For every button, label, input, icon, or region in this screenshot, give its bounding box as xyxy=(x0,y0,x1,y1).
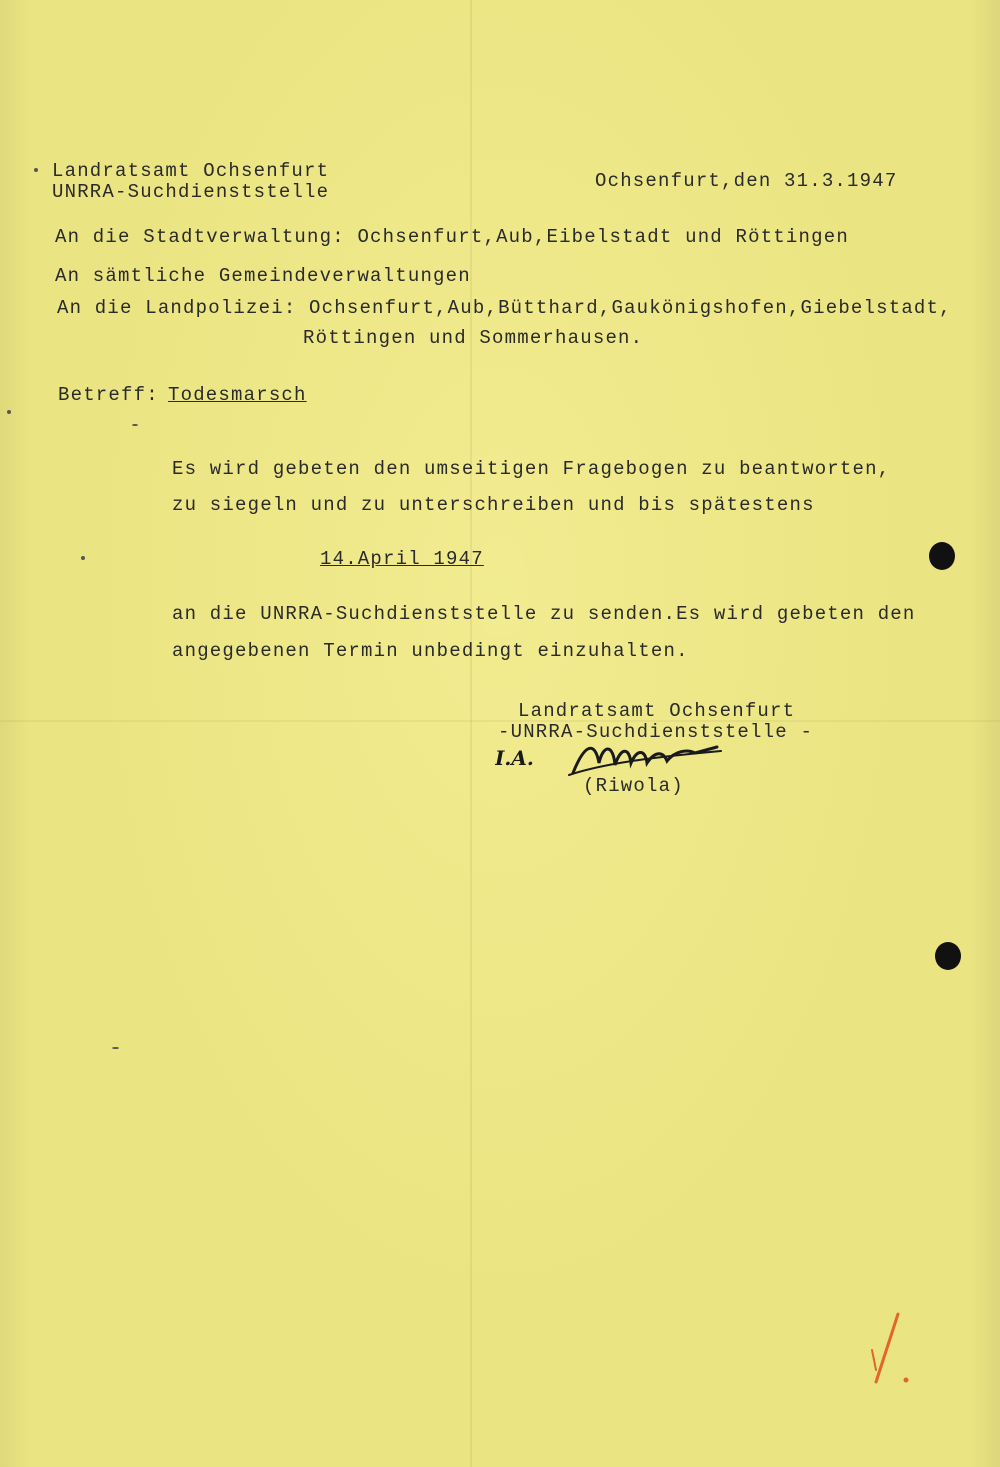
body-line-1: Es wird gebeten den umseitigen Fragebogen zu beantworten, xyxy=(172,458,891,480)
closing-office: Landratsamt Ochsenfurt xyxy=(518,700,796,722)
recipient-line-3: An die Landpolizei: Ochsenfurt,Aub,Bütthard,Gaukönigshofen,Giebelstadt, xyxy=(57,297,952,319)
ink-speck xyxy=(7,410,11,414)
punch-hole-bottom xyxy=(935,942,961,970)
sender-line-1: Landratsamt Ochsenfurt xyxy=(52,160,330,182)
closing-unit: -UNRRA-Suchdienststelle - xyxy=(498,721,814,743)
ink-speck xyxy=(34,168,38,172)
body-line-3: an die UNRRA-Suchdienststelle zu senden.Es wird gebeten den xyxy=(172,603,916,625)
body-line-4: angegebenen Termin unbedingt einzuhalten. xyxy=(172,640,689,662)
sender-line-2: UNRRA-Suchdienststelle xyxy=(52,181,330,203)
subject-label: Betreff: xyxy=(58,384,159,406)
ink-speck xyxy=(81,556,85,560)
signature-name: (Riwola) xyxy=(583,775,684,797)
red-pencil-mark xyxy=(862,1310,922,1390)
place-date: Ochsenfurt,den 31.3.1947 xyxy=(595,170,898,192)
ink-speck xyxy=(132,424,138,426)
ia-initials: I.A. xyxy=(495,746,534,770)
deadline-date: 14.April 1947 xyxy=(320,548,484,570)
punch-hole-top xyxy=(929,542,955,570)
ink-speck xyxy=(112,1047,119,1049)
body-line-2: zu siegeln und zu unterschreiben und bis spätestens xyxy=(172,494,815,516)
subject-value: Todesmarsch xyxy=(168,384,307,406)
recipient-line-1: An die Stadtverwaltung: Ochsenfurt,Aub,Eibelstadt und Röttingen xyxy=(55,226,849,248)
recipient-line-2: An sämtliche Gemeindeverwaltungen xyxy=(55,265,471,287)
recipient-line-4: Röttingen und Sommerhausen. xyxy=(303,327,644,349)
paper-fold-vertical xyxy=(470,0,472,1467)
